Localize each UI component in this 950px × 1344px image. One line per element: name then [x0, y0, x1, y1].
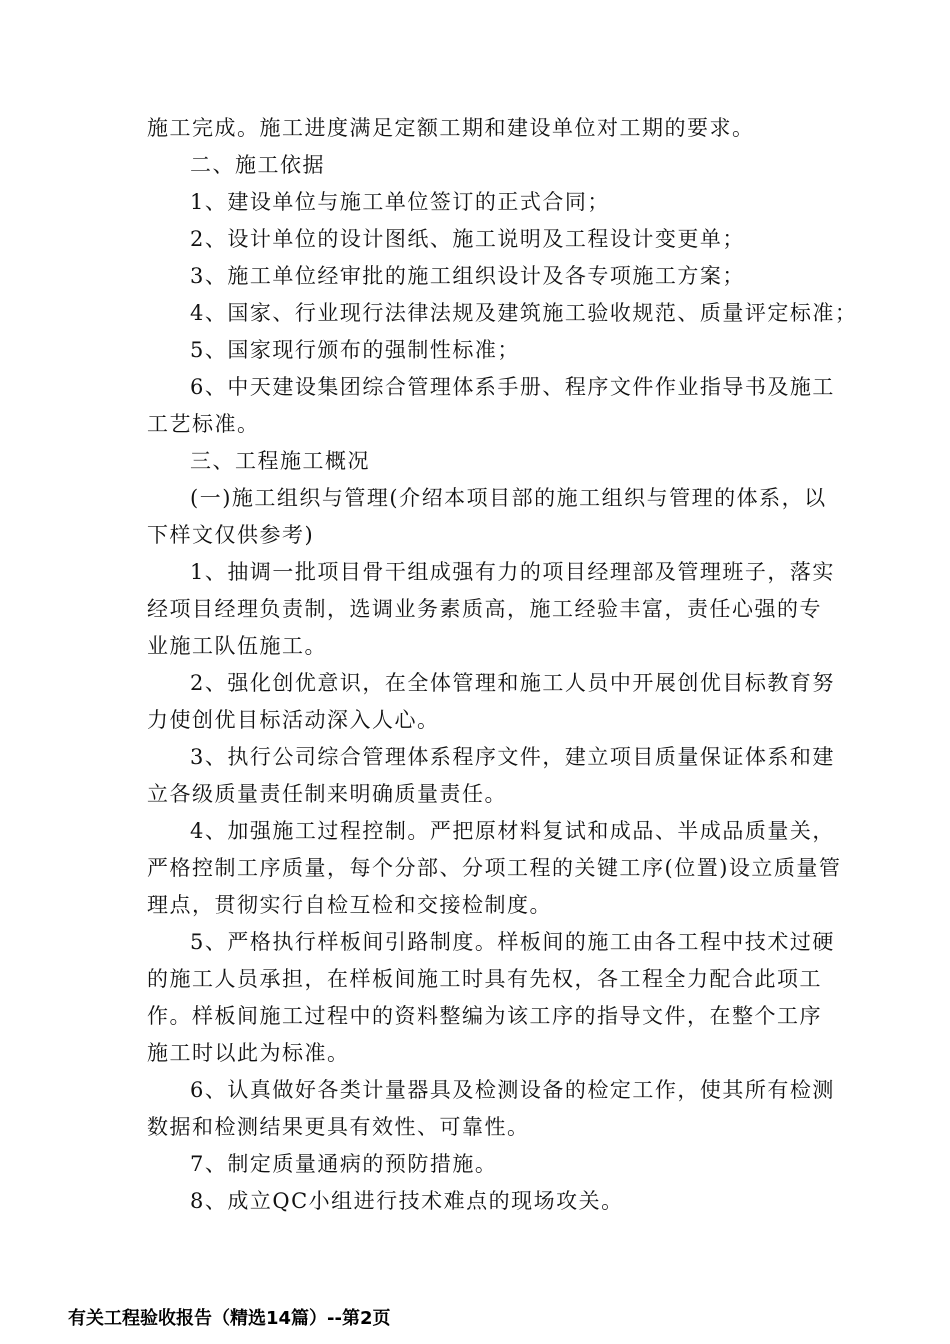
- list-item: 5、严格执行样板间引路制度。样板间的施工由各工程中技术过硬: [190, 930, 835, 954]
- list-item-continuation: 业施工队伍施工。: [147, 634, 327, 658]
- list-item: 5、国家现行颁布的强制性标准；: [190, 338, 520, 362]
- subsection-heading: (一)施工组织与管理(介绍本项目部的施工组织与管理的体系，以: [190, 486, 827, 510]
- list-item-continuation: 立各级质量责任制来明确质量责任。: [147, 782, 507, 806]
- list-item: 6、中天建设集团综合管理体系手册、程序文件作业指导书及施工: [190, 375, 835, 399]
- page-footer: 有关工程验收报告（精选14篇）--第2页: [68, 1308, 391, 1329]
- list-item-continuation: 作。样板间施工过程中的资料整编为该工序的指导文件，在整个工序: [147, 1004, 822, 1028]
- list-item-continuation: 力使创优目标活动深入人心。: [147, 708, 440, 732]
- list-item: 4、加强施工过程控制。严把原材料复试和成品、半成品质量关，: [190, 819, 835, 843]
- list-item-continuation: 严格控制工序质量，每个分部、分项工程的关键工序(位置)设立质量管: [147, 856, 842, 880]
- list-item: 2、设计单位的设计图纸、施工说明及工程设计变更单；: [190, 227, 745, 251]
- list-item: 8、成立QC小组进行技术难点的现场攻关。: [190, 1189, 624, 1213]
- list-item: 4、国家、行业现行法律法规及建筑施工验收规范、质量评定标准；: [190, 301, 858, 325]
- list-item-continuation: 的施工人员承担，在样板间施工时具有先权，各工程全力配合此项工: [147, 967, 822, 991]
- list-item-continuation: 工艺标准。: [147, 412, 260, 436]
- section-heading: 三、工程施工概况: [190, 449, 370, 473]
- subsection-heading-continuation: 下样文仅供参考): [147, 523, 315, 547]
- list-item: 3、执行公司综合管理体系程序文件，建立项目质量保证体系和建: [190, 745, 835, 769]
- list-item: 6、认真做好各类计量器具及检测设备的检定工作，使其所有检测: [190, 1078, 835, 1102]
- list-item: 1、抽调一批项目骨干组成强有力的项目经理部及管理班子，落实: [190, 560, 835, 584]
- list-item-continuation: 经项目经理负责制，选调业务素质高，施工经验丰富，责任心强的专: [147, 597, 822, 621]
- list-item: 3、施工单位经审批的施工组织设计及各专项施工方案；: [190, 264, 745, 288]
- list-item: 2、强化创优意识，在全体管理和施工人员中开展创优目标教育努: [190, 671, 835, 695]
- paragraph-line: 施工完成。施工进度满足定额工期和建设单位对工期的要求。: [147, 116, 755, 140]
- list-item-continuation: 施工时以此为标准。: [147, 1041, 350, 1065]
- list-item-continuation: 理点，贯彻实行自检互检和交接检制度。: [147, 893, 552, 917]
- list-item: 1、建设单位与施工单位签订的正式合同；: [190, 190, 610, 214]
- list-item-continuation: 数据和检测结果更具有效性、可靠性。: [147, 1115, 530, 1139]
- list-item: 7、制定质量通病的预防措施。: [190, 1152, 498, 1176]
- section-heading: 二、施工依据: [190, 153, 325, 177]
